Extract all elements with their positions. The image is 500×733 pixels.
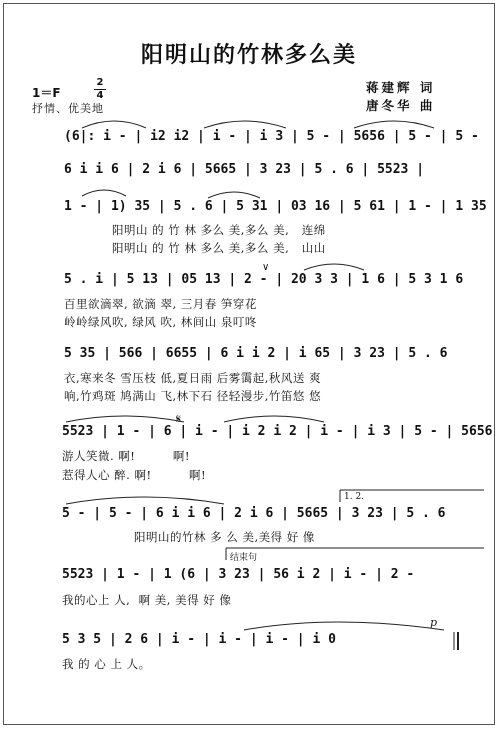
song-title: 阳明山的竹林多么美 [140, 42, 357, 68]
notation-line: 5523 | 1 - | 6 | i - | i 2 i 2 | i - | i 3 | 5 - | 5656 [62, 424, 493, 439]
notation-line: 5523 | 1 - | 1 (6 | 3 23 | 56 i 2 | i - | 2 - [62, 567, 415, 582]
notation-line: 5 3 5 | 2 6 | i - | i - | i - | i 0 [62, 632, 336, 647]
meter-top: 2 [96, 77, 104, 88]
ending-label: 结束句 [230, 553, 258, 563]
notation-line: 1 - | 1) 35 | 5 . 6 | 5 31 | 03 16 | 5 61 | 1 - | 1 35 [64, 199, 487, 214]
volta-label: 1. 2. [344, 492, 365, 502]
lyric-line: 岭岭绿风吹, 绿风 吹, 林间山 泉叮咚 [64, 315, 257, 329]
lyric-line: 惹得人心 醉. 啊! 啊! [62, 468, 207, 482]
lyric-line: 我的心上 人, 啊 美, 美得 好 像 [62, 593, 232, 607]
sheet-music-page [3, 3, 495, 725]
key-signature: 1＝F [32, 86, 61, 100]
time-signature [94, 78, 106, 101]
composer-credit: 唐冬华 曲 [366, 98, 436, 113]
notation-line: 5 35 | 566 | 6655 | 6 i i 2 | i 65 | 3 23 | 5 . 6 [64, 346, 448, 361]
lyric-line: 衣,寒来冬 雪压枝 低,夏日雨 后雾霭起,秋风送 爽 [64, 371, 322, 385]
dynamic-mark: p [430, 616, 438, 629]
lyric-line: 游人笑微. 啊! 啊! [62, 449, 190, 463]
notation-line: 6 i i 6 | 2 i 6 | 5665 | 3 23 | 5 . 6 | 5523 | [64, 162, 425, 177]
notation-line: 5 - | 5 - | 6 i i 6 | 2 i 6 | 5665 | 3 23 | 5 . 6 [62, 506, 446, 521]
lyric-line: 响,竹鸡斑 鸠满山 飞,林下石 径轻漫步,竹笛悠 悠 [64, 389, 322, 403]
notation-line: (6|: i - | i2 i2 | i - | i 3 | 5 - | 5656 | 5 - | 5 - [64, 129, 479, 144]
lyric-line: 百里欲滴翠, 欲滴 翠, 三月春 笋穿花 [64, 297, 257, 311]
notation-line: 5 . i | 5 13 | 05 13 | 2 - | 20 3 3 | 1 6 | 5 3 1 6 [64, 272, 464, 287]
lyric-line: 阳明山 的 竹 林 多么 美,多么 美, 山山 [112, 241, 326, 255]
meter-bottom: 4 [96, 90, 104, 101]
lyric-line: 阳明山的竹林 多 么 美,美得 好 像 [134, 530, 315, 544]
lyric-line: 我 的 心 上 人。 [62, 657, 151, 671]
lyricist-credit: 蒋建辉 词 [366, 80, 436, 95]
tempo-marking: 抒情、优美地 [32, 102, 104, 115]
lyric-line: 阳明山 的 竹 林 多么 美,多么 美, 连绵 [112, 223, 326, 237]
breath-mark: ∨ [262, 262, 270, 273]
segno-mark: 𝄋 [176, 412, 182, 426]
